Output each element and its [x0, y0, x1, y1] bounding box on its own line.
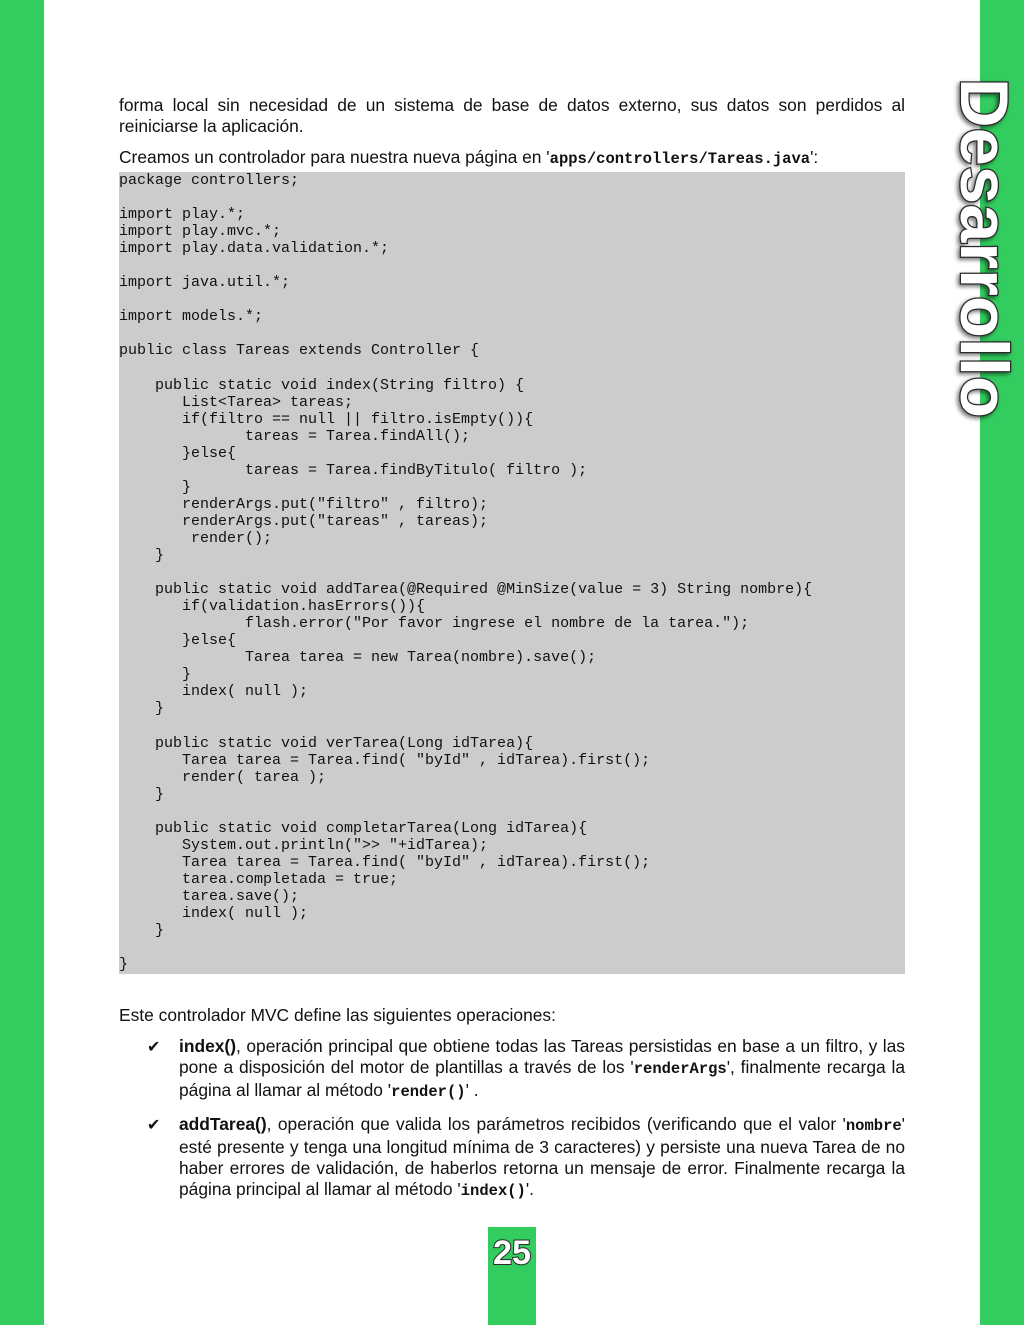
- code-line: [119, 257, 905, 274]
- operations-intro-paragraph: Este controlador MVC define las siguientes operaciones:: [119, 1005, 556, 1025]
- code-line: [119, 325, 905, 342]
- code-line: public static void addTarea(@Required @MinSize(value = 3) String nombre){: [119, 581, 813, 599]
- main-content: [119, 95, 905, 1213]
- controller-path-code: apps/controllers/Tareas.java: [549, 150, 811, 168]
- operation-name: index(): [179, 1036, 237, 1056]
- controller-intro-paragraph: Creamos un controlador para nuestra nueva página en 'apps/controllers/Tareas.java':: [119, 147, 819, 168]
- code-line: System.out.println(">> "+idTarea);: [119, 836, 489, 854]
- code-line: Tarea tarea = Tarea.find( "byId" , idTarea).first();: [119, 853, 651, 871]
- list-item: ✔ addTarea(), operación que valida los parámetros recibidos (verificando que el valor 'nombre' esté presente y tenga una longitud mínima de 3 caracteres) y persiste una nueva Tarea de no haber errores de validación, de haberlos retorna un mensaje de error. Finalmente recarga la página principal al llamar al método 'index()'.: [147, 1114, 905, 1200]
- section-title-graphic: [944, 74, 1024, 424]
- code-line: [119, 291, 905, 308]
- page-number-tab: [488, 1227, 536, 1325]
- operations-list: [119, 1036, 905, 1202]
- code-line: if(filtro == null || filtro.isEmpty()){: [119, 410, 534, 428]
- code-line: index( null );: [119, 683, 309, 701]
- code-line: }: [119, 478, 192, 496]
- code-line: public static void index(String filtro) {: [119, 376, 525, 394]
- code-line: public static void completarTarea(Long idTarea){: [119, 819, 588, 837]
- checkmark-icon: ✔: [147, 1115, 161, 1134]
- code-line: import play.data.validation.*;: [119, 240, 390, 258]
- code-line: if(validation.hasErrors()){: [119, 598, 426, 616]
- code-line: [119, 189, 905, 206]
- code-line: }else{: [119, 632, 237, 650]
- code-line: }: [119, 700, 165, 718]
- intro-paragraph: forma local sin necesidad de un sistema de base de datos externo, sus datos son perdidos al reiniciarse la aplicación.: [119, 95, 905, 136]
- code-line: tarea.save();: [119, 887, 300, 905]
- section-title-text: Desarrollo: [946, 78, 1022, 415]
- section-title: [944, 74, 1024, 424]
- code-line: tareas = Tarea.findByTitulo( filtro );: [119, 461, 588, 479]
- code-line: render();: [119, 529, 273, 547]
- code-line: [119, 564, 905, 581]
- code-line: import models.*;: [119, 308, 264, 326]
- inline-code: renderArgs: [633, 1060, 727, 1078]
- code-line: [119, 939, 905, 956]
- code-line: Tarea tarea = Tarea.find( "byId" , idTarea).first();: [119, 751, 651, 769]
- code-line: renderArgs.put("filtro" , filtro);: [119, 495, 489, 513]
- code-line: [119, 718, 905, 735]
- code-line: }: [119, 956, 129, 974]
- code-line: import play.mvc.*;: [119, 223, 282, 241]
- code-line: Tarea tarea = new Tarea(nombre).save();: [119, 649, 597, 667]
- code-line: List<Tarea> tareas;: [119, 393, 354, 411]
- code-line: import play.*;: [119, 206, 246, 224]
- inline-code: nombre: [845, 1117, 902, 1135]
- operation-name: addTarea(): [179, 1114, 267, 1134]
- code-line: }: [119, 785, 165, 803]
- code-line: }: [119, 666, 192, 684]
- code-line: public static void verTarea(Long idTarea){: [119, 734, 534, 752]
- checkmark-icon: ✔: [147, 1037, 161, 1056]
- code-block: [119, 172, 905, 974]
- page-number-graphic: [488, 1227, 536, 1277]
- code-line: tareas = Tarea.findAll();: [119, 427, 471, 445]
- inline-code: render(): [391, 1083, 466, 1101]
- code-line: renderArgs.put("tareas" , tareas);: [119, 512, 489, 530]
- code-line: flash.error("Por favor ingrese el nombre de la tarea.");: [119, 615, 750, 633]
- code-line: package controllers;: [119, 172, 300, 189]
- code-line: render( tarea );: [119, 768, 327, 786]
- code-line: }: [119, 547, 165, 565]
- code-line: import java.util.*;: [119, 274, 291, 292]
- code-line: }: [119, 922, 165, 940]
- page-number: 25: [493, 1234, 531, 1272]
- code-line: index( null );: [119, 905, 309, 923]
- code-line: }else{: [119, 444, 237, 462]
- code-line: [119, 803, 905, 820]
- code-line: public class Tareas extends Controller {: [119, 342, 480, 360]
- code-line: tarea.completada = true;: [119, 870, 399, 888]
- list-item: ✔ index(), operación principal que obtiene todas las Tareas persistidas en base a un filtro, y las pone a disposición del motor de plantillas a través de los 'renderArgs', finalmente recarga la página al llamar al método 'render()' .: [147, 1036, 906, 1101]
- code-line: [119, 360, 905, 377]
- inline-code: index(): [460, 1182, 526, 1200]
